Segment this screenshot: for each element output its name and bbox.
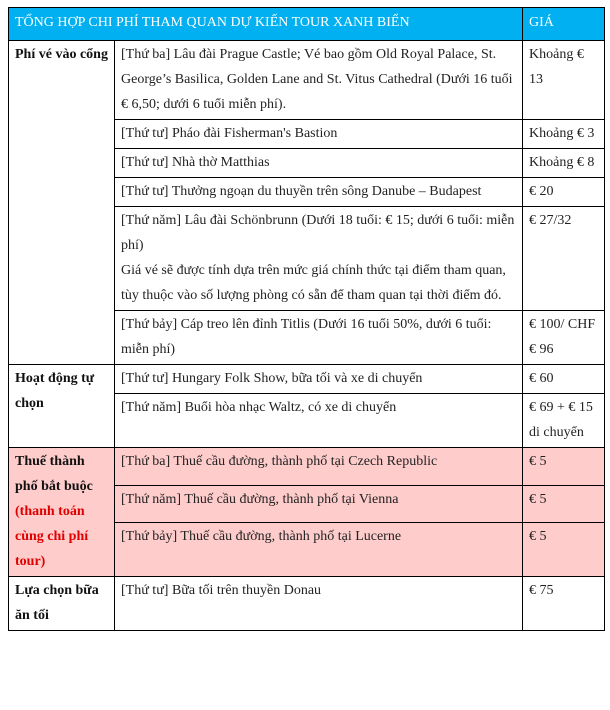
row-price: € 75 (523, 577, 605, 631)
row-desc: [Thứ tư] Pháo đài Fisherman's Bastion (115, 120, 523, 149)
row-desc: [Thứ tư] Hungary Folk Show, bữa tối và xe di chuyển (115, 365, 523, 394)
row-price: € 5 (523, 523, 605, 577)
row-price: € 20 (523, 178, 605, 207)
row-note: Giá vé sẽ được tính dựa trên mức giá chính thức tại điểm tham quan, tùy thuộc vào số lượng phòng có sẵn để tham quan tại thời điểm đó. (121, 263, 506, 303)
row-desc: [Thứ tư] Nhà thờ Matthias (115, 149, 523, 178)
row-desc-with-note (115, 207, 523, 311)
row-desc: [Thứ ba] Lâu đài Prague Castle; Vé bao gồm Old Royal Palace, St. George’s Basilica, Golden Lane and St. Vitus Cathedral (Dưới 16 tuổi € 6,50; dưới 6 tuổi miễn phí). (115, 41, 523, 120)
tour-cost-table (8, 7, 605, 631)
row-price: Khoảng € 8 (523, 149, 605, 178)
row-desc: [Thứ năm] Thuế cầu đường, thành phố tại Vienna (115, 485, 523, 523)
row-price: € 69 + € 15 di chuyển (523, 394, 605, 448)
row-desc: [Thứ ba] Thuế cầu đường, thành phố tại Czech Republic (115, 448, 523, 486)
table-row (9, 41, 605, 120)
row-desc: [Thứ năm] Buổi hòa nhạc Waltz, có xe di chuyển (115, 394, 523, 448)
category-city-tax (9, 448, 115, 577)
row-desc: [Thứ bảy] Cáp treo lên đỉnh Titlis (Dưới 16 tuổi 50%, dưới 6 tuổi: miễn phí) (115, 311, 523, 365)
row-price: € 100/ CHF € 96 (523, 311, 605, 365)
row-price: € 5 (523, 448, 605, 486)
category-label: Thuế thành phố bắt buộc (15, 454, 93, 494)
category-admission-fees: Phí vé vào cổng (9, 41, 115, 365)
row-price: Khoảng € 3 (523, 120, 605, 149)
table-row (9, 448, 605, 486)
table-header-row (9, 8, 605, 41)
table-title: TỔNG HỢP CHI PHÍ THAM QUAN DỰ KIẾN TOUR XANH BIỂN (9, 8, 523, 41)
category-optional-activities: Hoạt động tự chọn (9, 365, 115, 448)
category-note: (thanh toán cùng chi phí tour) (15, 504, 89, 569)
table-row (9, 365, 605, 394)
row-desc: [Thứ bảy] Thuế cầu đường, thành phố tại Lucerne (115, 523, 523, 577)
row-price: € 5 (523, 485, 605, 523)
row-desc: [Thứ tư] Thưởng ngoạn du thuyền trên sông Danube – Budapest (115, 178, 523, 207)
row-desc: [Thứ tư] Bữa tối trên thuyền Donau (115, 577, 523, 631)
row-price: € 60 (523, 365, 605, 394)
price-column-header: GIÁ (523, 8, 605, 41)
table-row (9, 577, 605, 631)
row-price: € 27/32 (523, 207, 605, 311)
row-desc: [Thứ năm] Lâu đài Schönbrunn (Dưới 18 tuổi: € 15; dưới 6 tuổi: miễn phí) (121, 213, 515, 253)
category-dinner-option: Lựa chọn bữa ăn tối (9, 577, 115, 631)
row-price: Khoảng € 13 (523, 41, 605, 120)
